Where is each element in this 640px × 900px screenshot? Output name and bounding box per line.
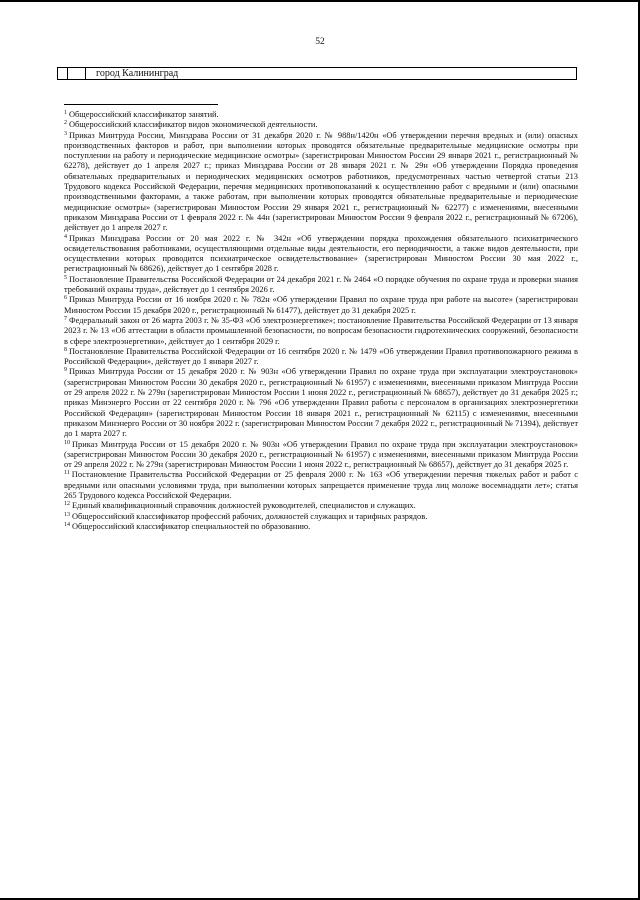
footnote: [64, 367, 578, 439]
footnote-number: 6: [64, 295, 67, 302]
footnote-text: Постановление Правительства Российской Федерации от 16 сентября 2020 г. № 1479 «Об утверждении Правил противопожарного режима в Российской Федерации», действует до 1 января 2027 г.: [64, 346, 578, 367]
footnote-text: Постановление Правительства Российской Федерации от 24 декабря 2021 г. № 2464 «О порядке обучения по охране труда и проверки знания требований охраны труда», действует до 1 сентября 2026 г.: [64, 274, 578, 295]
footnote-text: Приказ Минтруда России от 15 декабря 2020 г. № 903н «Об утверждении Правил по охране труда при эксплуатации электроустановок» (зарегистрирован Минюстом России 30 декабря 2020 г., регистрационный № 61957) с изменениями, внесенными приказом Минтруда России от 29 апреля 2022 г. № 279н (зарегистрирован Минюстом России 1 июня 2022 г., регистрационный № 68657), действует до 31 декабря 2025 г.: [64, 439, 578, 470]
footnote: [64, 440, 578, 471]
footnote-number: 8: [64, 346, 67, 353]
footnote: [64, 522, 578, 532]
page-number: 52: [315, 37, 325, 47]
header-empty-cell: [68, 68, 86, 79]
footnote: [64, 316, 578, 347]
footnote-text: Приказ Минтруда России, Минздрава России от 31 декабря 2020 г. № 988н/1420н «Об утверждении перечня вредных и (или) опасных производственных факторов и работ, при выполнении которых проводятся обязательные предварительные медицинские осмотры при поступлении на работу и периодические медицинские осмотры» (зарегистрирован Минюстом России 29 января 2021 г., регистрационный № 62278), действует до 1 апреля 2027 г.; приказ Минздрава России от 28 января 2021 г. № 29н «Об утверждении Порядка проведения обязательных предварительных и периодических медицинских осмотров работников, предусмотренных частью четвертой статьи 213 Трудового кодекса Российской Федерации, перечня медицинских противопоказаний к осуществлению работ с вредными и (или) опасными производственными факторами, а также работам, при выполнении которых проводятся обязательные предварительные и периодические медицинские осмотры» (зарегистрирован Минюстом России 29 января 2021 г., регистрационный № 62277) с изменениями, внесенными приказом Минздрава России от 1 февраля 2022 г. № 44н (зарегистрирован Минюстом России 9 февраля 2022 г., регистрационный № 67206), действует до 1 апреля 2027 г.: [64, 130, 578, 233]
footnote-number: 13: [64, 511, 70, 518]
footnote: [64, 131, 578, 234]
footnote-text: Единый квалификационный справочник должностей руководителей, специалистов и служащих.: [72, 501, 416, 511]
header-table-row: [57, 67, 577, 80]
footnote-text: Приказ Минтруда России от 16 ноября 2020 г. № 782н «Об утверждении Правил по охране труда при работе на высоте» (зарегистрирован Минюстом России 15 декабря 2020 г., регистрационный № 61477), действует до 31 декабря 2025 г.: [64, 295, 578, 315]
footnote-number: 11: [64, 470, 70, 477]
footnotes-list: [64, 110, 578, 532]
footnote-text: Общероссийский классификатор профессий рабочих, должностей служащих и тарифных разрядов.: [72, 511, 428, 521]
footnote: [64, 234, 578, 275]
footnote-text: Постановление Правительства Российской Федерации от 25 февраля 2000 г. № 163 «Об утверждении перечня тяжелых работ и работ с вредными или опасными условиями труда, при выполнении которых запрещается применение труда лиц моложе восемнадцати лет»; статья 265 Трудового кодекса Российской Федерации.: [64, 470, 578, 500]
footnote-number: 7: [64, 315, 67, 322]
footnote-text: Федеральный закон от 26 марта 2003 г. № 35-ФЗ «Об электроэнергетике»; постановление Правительства Российской Федерации от 13 января 2023 г. № 13 «Об аттестации в области промышленной безопасности, по вопросам безопасности гидротехнических сооружений, безопасности в сфере электроэнергетики», действует до 1 сентября 2029 г.: [64, 315, 578, 346]
footnote: [64, 470, 578, 501]
footnote-number: 5: [64, 274, 67, 281]
header-empty-cell: [58, 68, 68, 79]
footnote: [64, 347, 578, 368]
footnote-number: 1: [64, 110, 67, 116]
footnote-number: 2: [64, 120, 67, 127]
footnote: [64, 512, 578, 522]
footnote: [64, 501, 578, 511]
footnote: [64, 120, 578, 130]
footnote-number: 14: [64, 521, 70, 528]
footnote-separator: [64, 104, 218, 105]
footnote-text: Приказ Минтруда России от 15 декабря 2020 г. № 903н «Об утверждении Правил по охране труда при эксплуатации электроустановок» (зарегистрирован Минюстом России 30 декабря 2020 г., регистрационный № 61957) с изменениями, внесенными приказом Минтруда России от 29 апреля 2022 г. № 279н (зарегистрирован Минюстом России 1 июня 2022 г., регистрационный № 68657), действует до 31 декабря 2025 г.; приказ Минэнерго России от 22 сентября 2020 г. № 796 «Об утверждении Правил работы с персоналом в организациях электроэнергетики Российской Федерации» (зарегистрирован Минюстом России 18 января 2021 г., регистрационный № 62115) с изменениями, внесенными приказом Минэнерго России от 30 ноября 2022 г. (зарегистрирован Минюстом России 7 декабря 2022 г., регистрационный № 71394), действует до 1 марта 2027 г.: [64, 367, 578, 439]
border-top: [0, 0, 640, 2]
footnote-number: 12: [64, 501, 70, 508]
footnote: [64, 275, 578, 296]
footnote-number: 10: [64, 439, 70, 446]
footnote-number: 3: [64, 130, 67, 137]
footnote-text: Общероссийский классификатор специальностей по образованию.: [72, 521, 311, 531]
footnote-text: Общероссийский классификатор видов экономической деятельности.: [69, 120, 318, 130]
footnote-text: Общероссийский классификатор занятий.: [69, 110, 219, 119]
footnote-text: Приказ Минздрава России от 20 мая 2022 г. № 342н «Об утверждении порядка прохождения обязательного психиатрического освидетельствования работниками, осуществляющими отдельные виды деятельности, его периодичности, а также видов деятельности, при осуществлении которых проводится психиатрическое освидетельствование» (зарегистрирован Минюстом России 30 мая 2022 г., регистрационный № 68626), действует до 1 сентября 2028 г.: [64, 233, 578, 274]
city-cell: город Калининград: [96, 68, 179, 79]
footnote-number: 4: [64, 233, 67, 240]
footnote: [64, 110, 578, 120]
footnote-number: 9: [64, 367, 67, 374]
footnote: [64, 295, 578, 316]
